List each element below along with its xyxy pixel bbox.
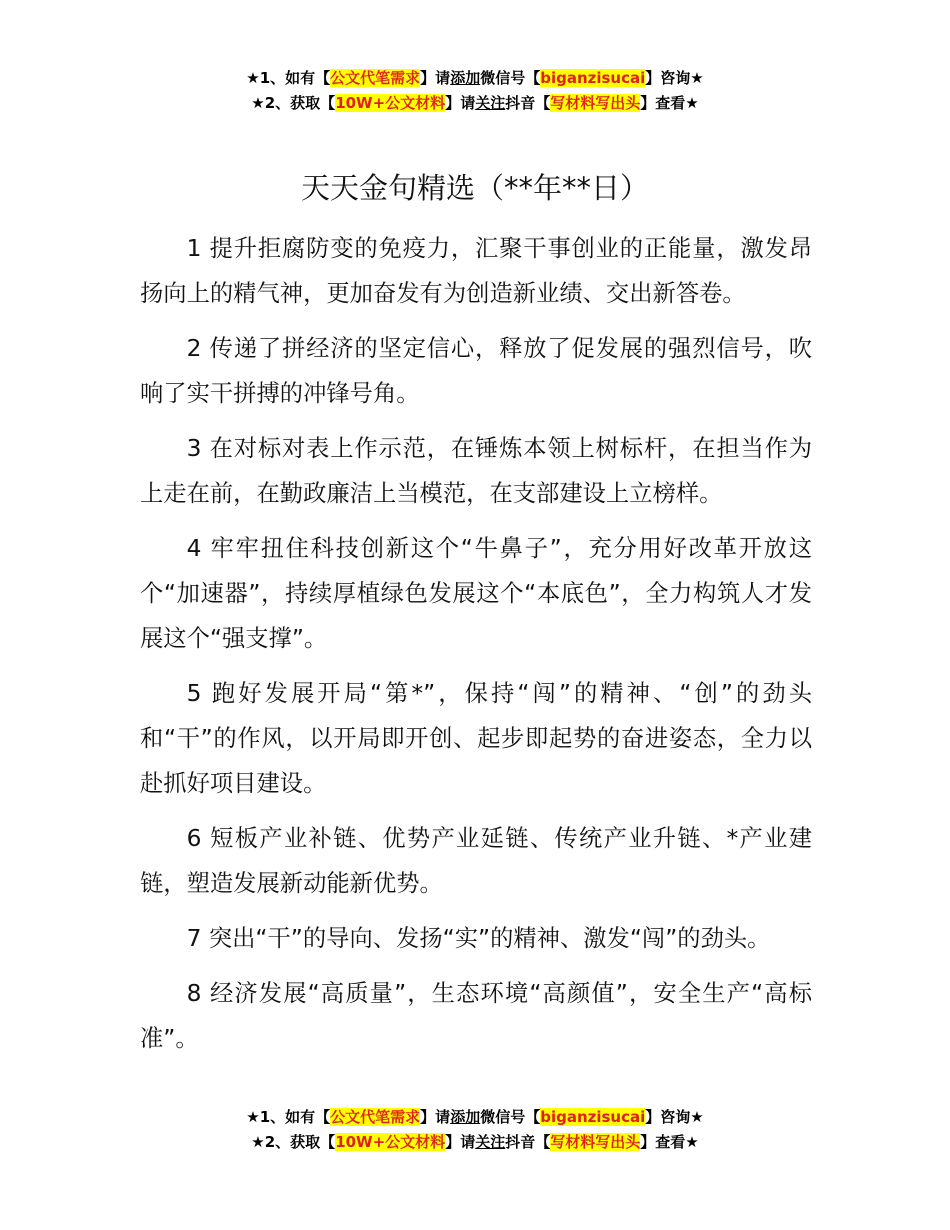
notice-text: 抖音【 — [505, 1133, 551, 1151]
highlight-materials: 10W+公文材料 — [335, 1133, 446, 1151]
document-body — [140, 226, 812, 1071]
notice-text: 1、如有【 — [259, 1108, 331, 1126]
notice-text: 】请 — [445, 1133, 476, 1151]
paragraph-4: 4 牢牢扭住科技创新这个“牛鼻子”，充分用好改革开放这个“加速器”，持续厚植绿色发展这个“本底色”，全力构筑人才发展这个“强支撑”。 — [140, 535, 812, 652]
notice-text: 2、获取【 — [264, 94, 336, 112]
paragraph-6: 6 短板产业补链、优势产业延链、传统产业升链、*产业建链，塑造发展新动能新优势。 — [140, 825, 812, 897]
notice-text: 】查看★ — [640, 1133, 699, 1151]
highlight-wechat-id: biganzisucai — [540, 69, 646, 87]
highlight-service: 公文代笔需求 — [330, 69, 421, 87]
notice-text: 微信号【 — [480, 69, 541, 87]
highlight-materials: 10W+公文材料 — [335, 94, 446, 112]
highlight-service: 公文代笔需求 — [330, 1108, 421, 1126]
notice-text: 】请 — [420, 69, 451, 87]
notice-text: 】请 — [445, 94, 476, 112]
notice-text: 抖音【 — [505, 94, 551, 112]
star-icon: ★ — [246, 69, 260, 87]
paragraph-7: 7 突出“干”的导向、发扬“实”的精神、激发“闯”的劲头。 — [186, 925, 771, 952]
paragraph-5: 5 跑好发展开局“第*”，保持“闯”的精神、“创”的劲头和“干”的作风，以开局即开创、起步即起势的奋进姿态，全力以赴抓好项目建设。 — [140, 680, 812, 797]
underlined-text: 添加 — [450, 1108, 481, 1126]
notice-text: 】查看★ — [640, 94, 699, 112]
notice-text: 2、获取【 — [264, 1133, 336, 1151]
document-title: 天天金句精选（**年**日） — [300, 171, 649, 205]
paragraph-3: 3 在对标对表上作示范，在锤炼本领上树标杆，在担当作为上走在前，在勤政廉洁上当模范，在支部建设上立榜样。 — [140, 435, 812, 507]
paragraph-8: 8 经济发展“高质量”，生态环境“高颜值”，安全生产“高标准”。 — [140, 980, 812, 1052]
paragraph-1: 1 提升拒腐防变的免疫力，汇聚干事创业的正能量，激发昂扬向上的精气神，更加奋发有为创造新业绩、交出新答卷。 — [140, 235, 812, 307]
header-notice — [0, 66, 950, 116]
underlined-text: 添加 — [450, 69, 481, 87]
star-icon: ★ — [251, 94, 265, 112]
notice-line-1 — [0, 66, 950, 91]
underlined-text: 关注 — [475, 94, 506, 112]
highlight-wechat-id: biganzisucai — [540, 1108, 646, 1126]
notice-line-2 — [0, 91, 950, 116]
highlight-douyin-account: 写材料写出头 — [550, 1133, 641, 1151]
star-icon: ★ — [251, 1133, 265, 1151]
notice-text: 微信号【 — [480, 1108, 541, 1126]
notice-text: 】咨询★ — [645, 1108, 704, 1126]
footer-notice — [0, 1105, 950, 1155]
notice-line-2 — [0, 1130, 950, 1155]
notice-text: 】咨询★ — [645, 69, 704, 87]
notice-text: 1、如有【 — [259, 69, 331, 87]
underlined-text: 关注 — [475, 1133, 506, 1151]
highlight-douyin-account: 写材料写出头 — [550, 94, 641, 112]
paragraph-2: 2 传递了拼经济的坚定信心，释放了促发展的强烈信号，吹响了实干拼搏的冲锋号角。 — [140, 335, 812, 407]
notice-line-1 — [0, 1105, 950, 1130]
star-icon: ★ — [246, 1108, 260, 1126]
notice-text: 】请 — [420, 1108, 451, 1126]
